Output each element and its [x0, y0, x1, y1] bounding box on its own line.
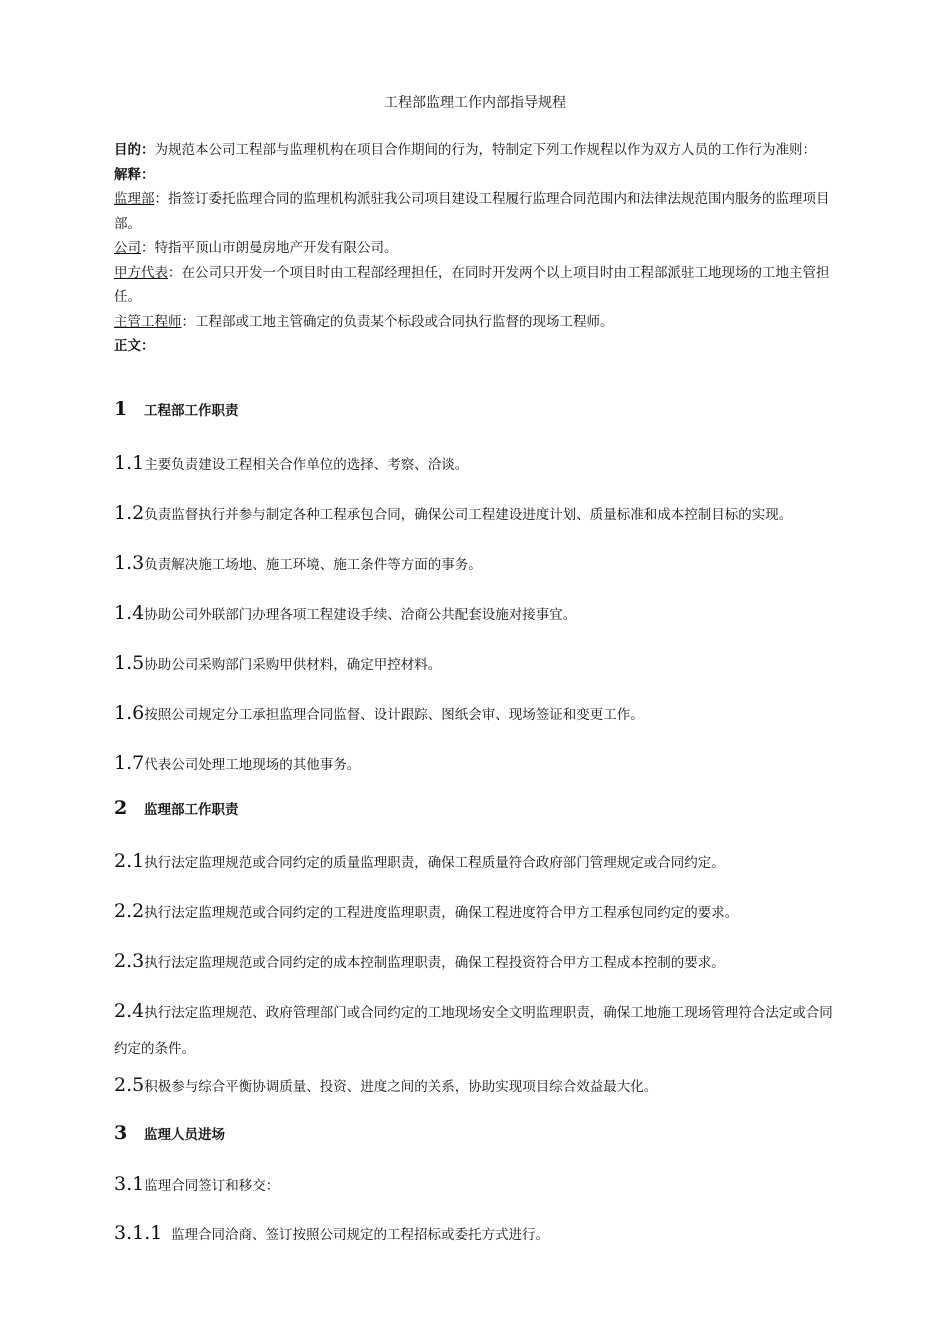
clause-item [114, 745, 840, 783]
definition-text: ：特指平顶山市朗曼房地产开发有限公司。 [141, 240, 398, 256]
definition-text: ：在公司只开发一个项目时由工程部经理担任，在同时开发两个以上项目时由工程部派驻工地现场的工地主管担任。 [114, 264, 830, 305]
clause-text: 执行法定监理规范或合同约定的成本控制监理职责，确保工程投资符合甲方工程成本控制的要求。 [144, 955, 725, 971]
clause-number: 1.5 [114, 652, 145, 674]
clause-text: 按照公司规定分工承担监理合同监督、设计跟踪、图纸会审、现场签证和变更工作。 [144, 707, 644, 723]
clause-text: 主要负责建设工程相关合作单位的选择、考察、洽谈。 [144, 457, 469, 473]
clause-item [114, 893, 840, 931]
clause-item [114, 695, 840, 733]
clause-text: 代表公司处理工地现场的其他事务。 [144, 757, 361, 773]
definition-item [114, 310, 840, 335]
clause-item [114, 993, 840, 1067]
clause-item [114, 843, 840, 881]
definition-item [114, 261, 840, 310]
clause-number: 2.2 [114, 900, 145, 922]
clause-text: 监理合同洽商、签订按照公司规定的工程招标或委托方式进行。 [162, 1227, 549, 1243]
clause-text: 执行法定监理规范或合同约定的质量监理职责，确保工程质量符合政府部门管理规定或合同约定。 [144, 855, 725, 871]
section-number: 1 [114, 398, 128, 420]
clause-text: 监理合同签订和移交： [144, 1178, 280, 1194]
clause-number: 2.3 [114, 950, 145, 972]
section-title: 监理部工作职责 [144, 802, 239, 818]
clause-number: 1.7 [114, 752, 145, 774]
definition-term: 监理部 [114, 191, 155, 207]
clause-number: 1.2 [114, 502, 145, 524]
section-title: 监理人员进场 [144, 1127, 225, 1143]
clause-number: 3.1.1 [114, 1222, 163, 1244]
clause-item [114, 445, 840, 483]
clause-text: 执行法定监理规范、政府管理部门或合同约定的工地现场安全文明监理职责，确保工地施工现场管理符合法定或合同约定的条件。 [114, 1005, 833, 1057]
clause-number: 2.1 [114, 850, 145, 872]
clause-text: 执行法定监理规范或合同约定的工程进度监理职责，确保工程进度符合甲方工程承包同约定的要求。 [144, 905, 739, 921]
clause-text: 协助公司采购部门采购甲供材料，确定甲控材料。 [144, 657, 442, 673]
section-heading [114, 1122, 225, 1144]
clause-text: 负责解决施工场地、施工环境、施工条件等方面的事务。 [144, 557, 482, 573]
clause-item [114, 1067, 840, 1105]
purpose-paragraph [114, 138, 840, 163]
definition-term: 公司 [114, 240, 141, 256]
section-heading [114, 797, 239, 819]
definition-term: 主管工程师 [114, 313, 182, 330]
explain-label: 解释： [114, 166, 155, 183]
section-number: 3 [114, 1122, 128, 1144]
clause-number: 2.4 [114, 1000, 145, 1022]
clause-item [114, 943, 840, 981]
purpose-text: 为规范本公司工程部与监理机构在项目合作期间的行为，特制定下列工作规程以作为双方人员的工作行为准则： [154, 142, 816, 158]
clause-text: 积极参与综合平衡协调质量、投资、进度之间的关系，协助实现项目综合效益最大化。 [144, 1079, 658, 1095]
definition-text: ：工程部或工地主管确定的负责某个标段或合同执行监督的现场工程师。 [181, 313, 614, 330]
purpose-label: 目的： [114, 142, 155, 158]
clause-text: 协助公司外联部门办理各项工程建设手续、洽商公共配套设施对接事宜。 [144, 607, 577, 623]
clause-number: 3.1 [114, 1173, 145, 1195]
clause-text: 负责监督执行并参与制定各种工程承包合同，确保公司工程建设进度计划、质量标准和成本控制目标的实现。 [144, 507, 793, 523]
clause-number: 1.3 [114, 552, 145, 574]
clause-item [114, 1215, 840, 1253]
definition-term: 甲方代表 [114, 264, 168, 281]
clause-number: 1.4 [114, 602, 145, 624]
clause-item [114, 595, 840, 633]
definition-item [114, 187, 840, 236]
clause-number: 1.1 [114, 452, 145, 474]
clause-item [114, 1166, 840, 1204]
section-number: 2 [114, 797, 128, 819]
definition-item [114, 236, 840, 261]
clause-item [114, 495, 840, 533]
definition-text: ：指签订委托监理合同的监理机构派驻我公司项目建设工程履行监理合同范围内和法律法规范围内服务的监理项目部。 [114, 191, 830, 232]
section-heading [114, 398, 239, 420]
body-label: 正文： [114, 338, 155, 354]
clause-number: 1.6 [114, 702, 145, 724]
document-title: 工程部监理工作内部指导规程 [384, 95, 566, 111]
clause-item [114, 545, 840, 583]
clause-number: 2.5 [114, 1074, 145, 1096]
clause-item [114, 645, 840, 683]
section-title: 工程部工作职责 [144, 403, 239, 419]
intro-block [114, 138, 840, 359]
